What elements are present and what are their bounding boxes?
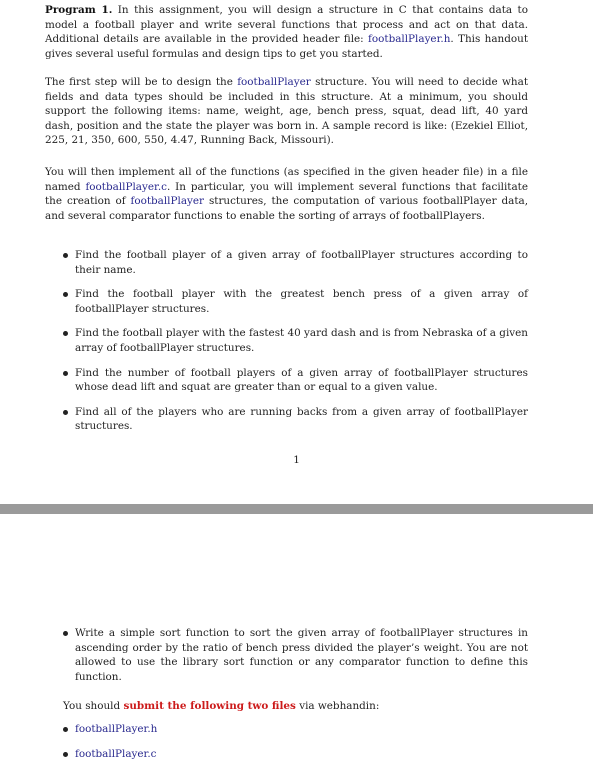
- bullet-icon: [63, 292, 68, 297]
- bullet-icon: [63, 631, 68, 636]
- impl-text-c: structures, the computation of various footballPlayer data, and several comparator functions to enable the sorting of arrays of footballPlayers.: [45, 195, 528, 222]
- impl-text-b: . In particular, you will implement several functions that facilitate the creation of: [45, 180, 528, 208]
- intro-text-a: In this assignment, you will design a structure in C that contains data to model a football player and write several functions that process and act on that data. Additional details are available in the provided header file:: [45, 4, 528, 46]
- file-name-source: footballPlayer.c: [75, 747, 157, 760]
- list-item-text: Find the football player with the fastest 40 yard dash and is from Nebraska of a given array of footballPlayer structures.: [75, 327, 528, 354]
- list-item-text: Find all of the players who are running backs from a given array of footballPlayer structures.: [75, 405, 528, 433]
- bullet-icon: [63, 331, 68, 336]
- page-separator: [0, 504, 593, 514]
- intro-paragraph: [45, 3, 528, 61]
- intro-text-b: . This handout gives several useful formulas and design tips to get you started.: [45, 33, 529, 60]
- implementation-paragraph: [45, 165, 528, 223]
- bullet-icon: [63, 253, 68, 258]
- page-number: 1: [293, 454, 300, 466]
- document-page-2: [0, 514, 593, 766]
- list-item: [63, 626, 528, 684]
- submit-text-b: via webhandin:: [295, 700, 380, 712]
- list-item: [63, 248, 528, 277]
- bullet-icon: [63, 410, 68, 415]
- struct-name: footballPlayer: [237, 76, 311, 88]
- list-item-text: Find the football player with the greatest bench press of a given array of footballPlayer structures.: [75, 288, 528, 315]
- list-item: [63, 405, 528, 434]
- list-item-text: Find the number of football players of a given array of footballPlayer structures whose dead lift and squat are greater than or equal to a given value.: [75, 366, 528, 394]
- list-item: [63, 722, 528, 737]
- list-item-text: Write a simple sort function to sort the given array of footballPlayer structures in ascending order by the ratio of bench press divided the player’s weight. You are not allowed to use the library sort function or any comparator function to define this function.: [75, 627, 528, 683]
- submit-text-a: You should: [63, 700, 124, 712]
- function-list: [63, 248, 528, 434]
- program-label: Program 1.: [45, 4, 113, 16]
- list-item: [63, 287, 528, 316]
- structure-text-a: The first step will be to design the: [45, 76, 238, 88]
- list-item: [63, 366, 528, 395]
- file-name-header: footballPlayer.h: [75, 723, 158, 735]
- source-file-name: footballPlayer.c: [85, 180, 167, 193]
- bullet-icon: [63, 371, 68, 376]
- list-item-text: Find the football player of a given array of footballPlayer structures according to their name.: [75, 249, 528, 276]
- struct-name-2: footballPlayer: [130, 195, 205, 208]
- file-list: [63, 722, 528, 761]
- bullet-icon: [63, 752, 68, 757]
- bullet-icon: [63, 727, 68, 732]
- sort-list: [63, 626, 528, 684]
- submit-paragraph: [63, 699, 528, 714]
- impl-text-a: You will then implement all of the functions (as specified in the given header file) in a file named: [45, 166, 528, 193]
- structure-text-b: structure. You will need to decide what fields and data types should be included in this structure. At a minimum, you should support the following items: name, weight, age, bench press, squat, dead lift, 40 yard dash, position and the state the player was born in. A sample record is like: (Ezekiel Elliot, 225, 21, 350, 600, 550, 4.47, Running Back, Missouri).: [45, 76, 528, 147]
- structure-paragraph: [45, 75, 528, 148]
- list-item: [63, 326, 528, 355]
- submit-highlight: submit the following two files: [123, 700, 296, 712]
- header-file-name: footballPlayer.h: [368, 33, 451, 46]
- list-item: [63, 747, 528, 762]
